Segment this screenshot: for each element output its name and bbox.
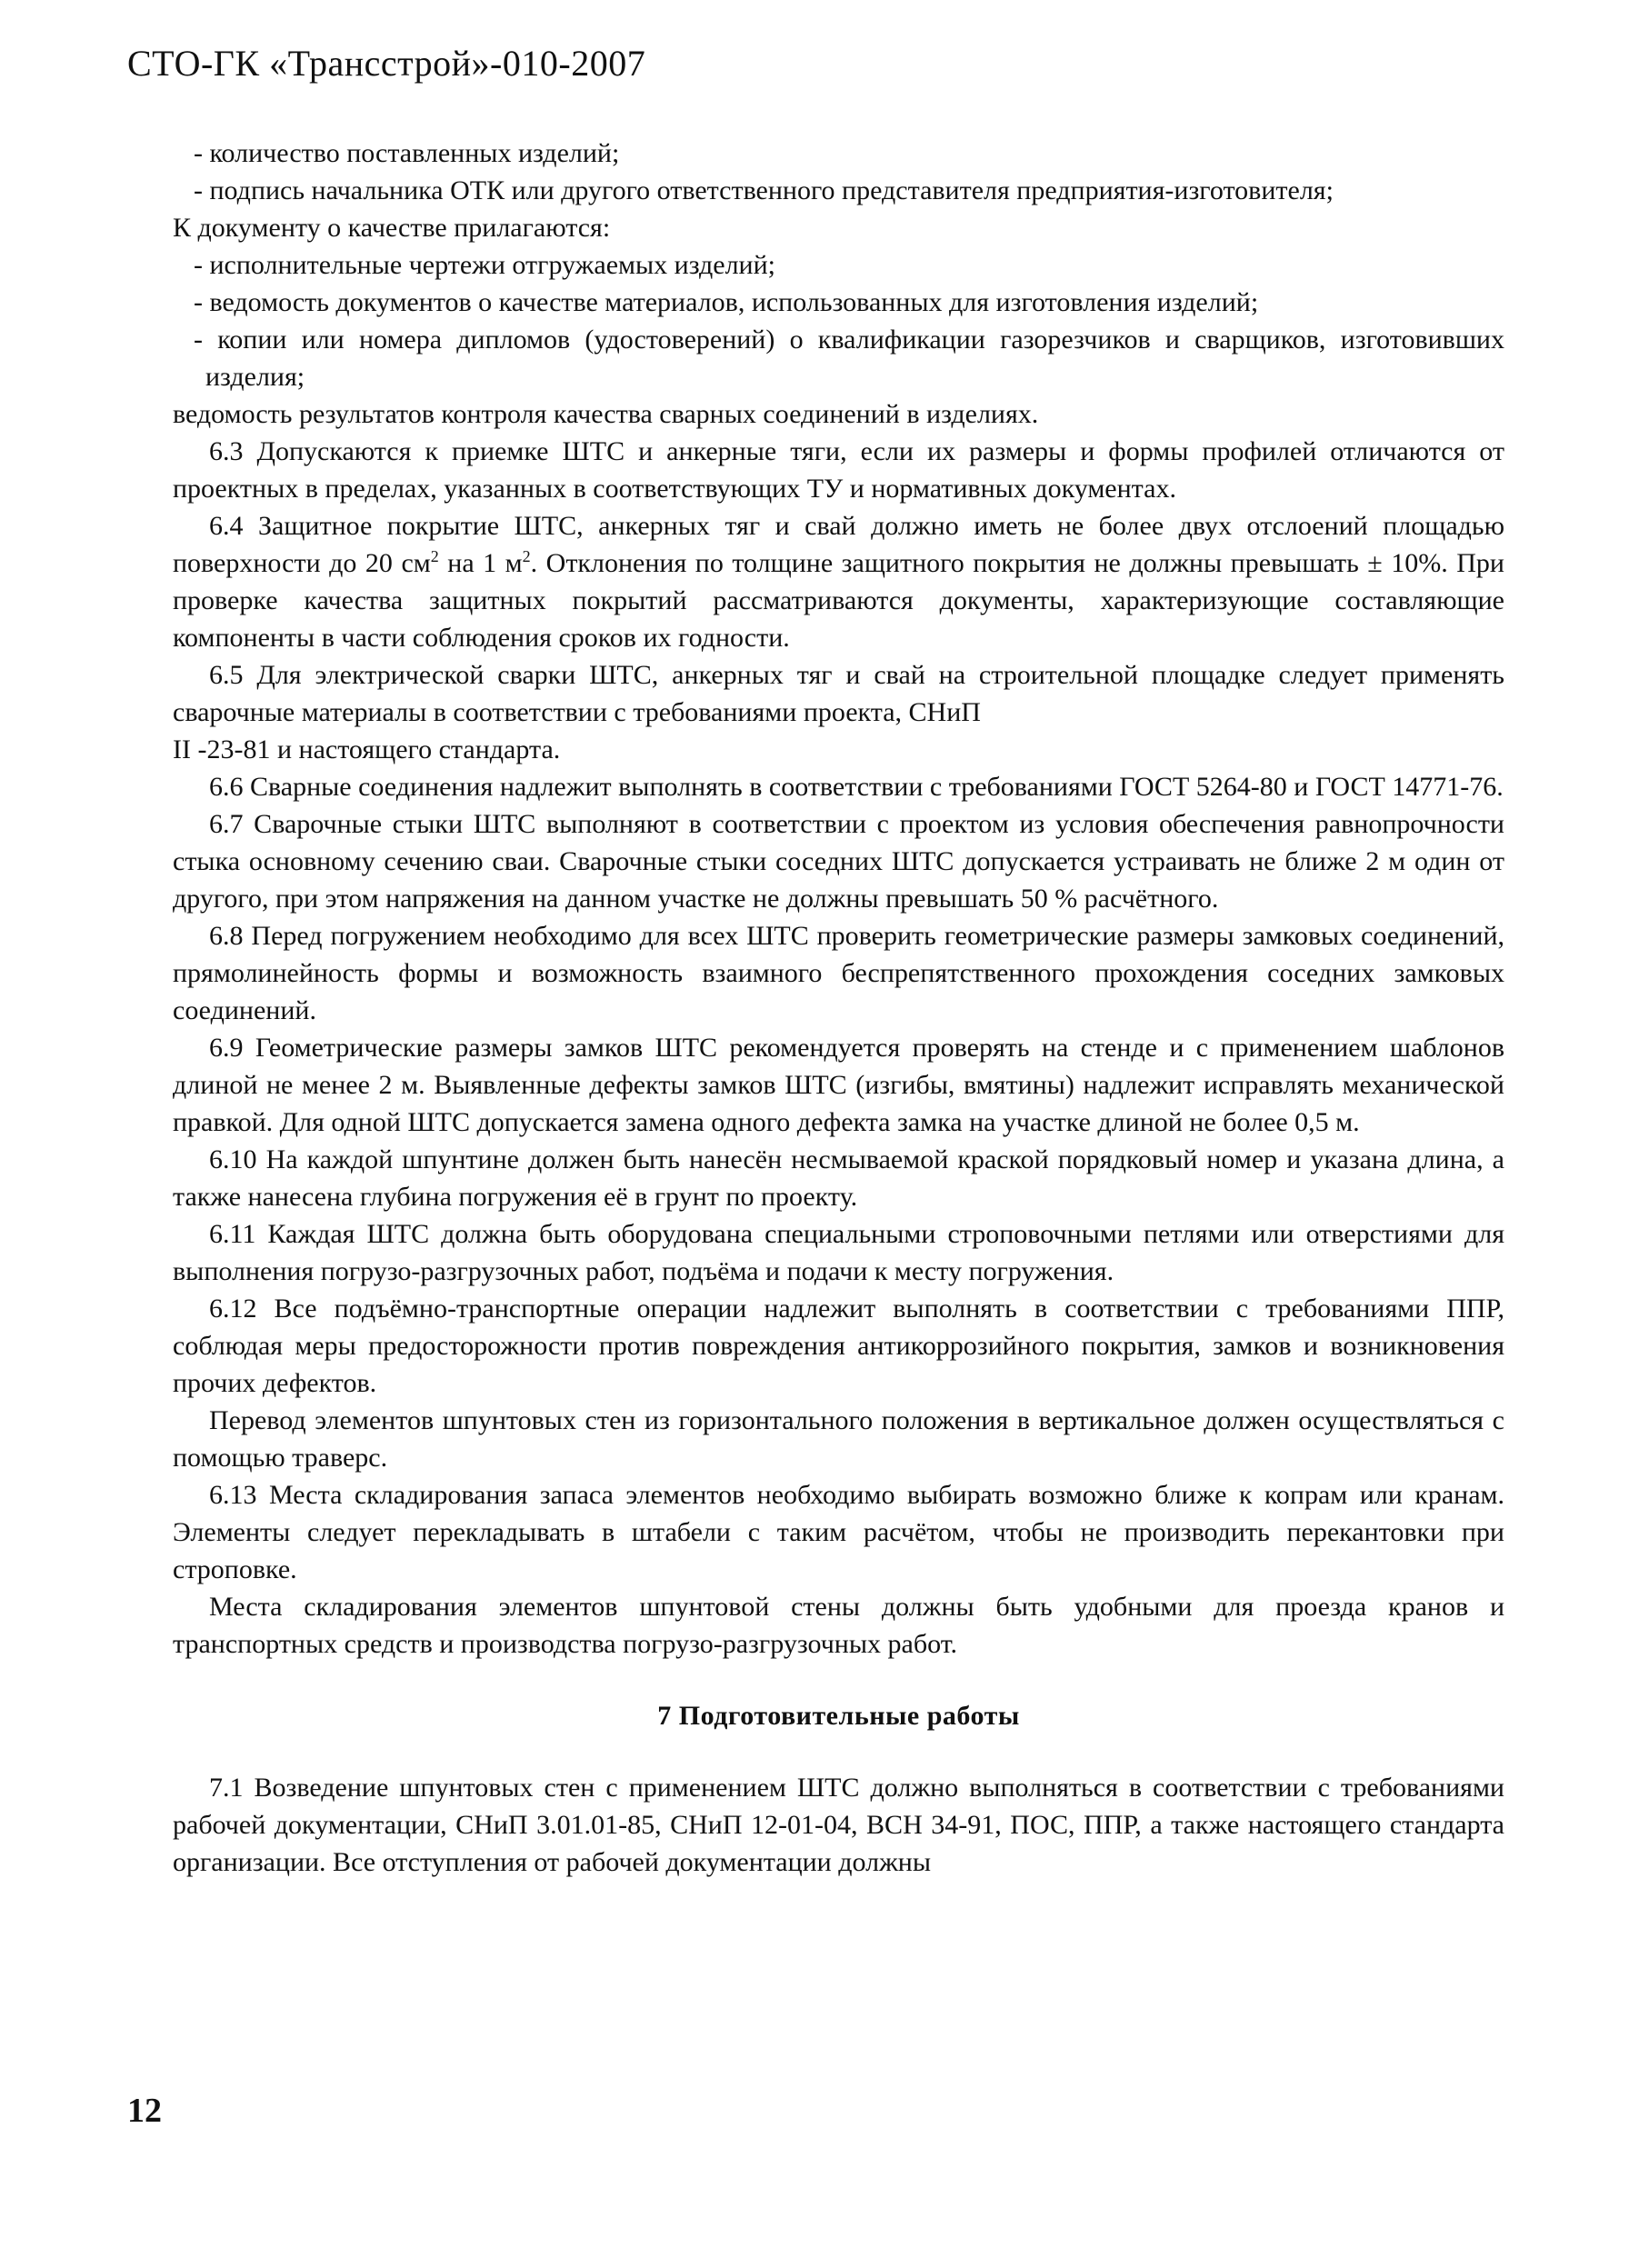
paragraph-6-4-part-a: 6.4 Защитное покрытие ШТС, анкерных тяг и свай должно иметь не более двух отслоений площадью поверхности до 20 см (173, 511, 1504, 578)
page-number: 12 (127, 2092, 162, 2130)
list-item-welder-diplomas: - копии или номера дипломов (удостоверений) о квалификации газорезчиков и сварщиков, изготовивших изделия; (194, 325, 1504, 392)
paragraph-6-4-part-c: . Отклонения по толщине защитного покрытия не должны превышать ± 10%. При проверке качества защитных покрытий рассматриваются документы, характеризующие составляющие компоненты в части соблюдения сроков их годности. (173, 548, 1504, 653)
paragraph-transfer: Перевод элементов шпунтовых стен из горизонтального положения в вертикальное должен осуществляться с помощью траверс. (173, 1405, 1504, 1473)
paragraph-6-4-part-b: на 1 м (438, 548, 523, 578)
section-7-title: 7 Подготовительные работы (657, 1701, 1020, 1731)
paragraph-6-4 (173, 507, 1504, 656)
paragraph-6-8: 6.8 Перед погружением необходимо для всех ШТС проверить геометрические размеры замковых соединений, прямолинейность формы и возможность взаимного беспрепятственного прохождения соседних замковых соединений. (173, 921, 1504, 1025)
paragraph-6-5-continuation: II -23-81 и настоящего стандарта. (173, 734, 561, 764)
document-code-header: СТО-ГК «Трансстрой»-010-2007 (127, 43, 646, 84)
paragraph-7-1: 7.1 Возведение шпунтовых стен с применением ШТС должно выполняться в соответствии с требованиями рабочей документации, СНиП 3.01.01-85, СНиП 12-01-04, ВСН 34-91, ПОС, ППР, а также настоящего стандарта организации. Все отступления от рабочей документации должны (173, 1773, 1504, 1877)
paragraph-6-11: 6.11 Каждая ШТС должна быть оборудована специальными строповочными петлями или отверстиями для выполнения погрузо-разгрузочных работ, подъёма и подачи к месту погружения. (173, 1219, 1504, 1286)
paragraph-6-13: 6.13 Места складирования запаса элементов необходимо выбирать возможно ближе к копрам или кранам. Элементы следует перекладывать в штабели с таким расчётом, чтобы не производить перекантовки при строповке. (173, 1480, 1504, 1584)
list-item-signature: - подпись начальника ОТК или другого ответственного представителя предприятия-изготовителя; (194, 175, 1334, 205)
list-item-material-register: - ведомость документов о качестве материалов, использованных для изготовления изделий; (194, 287, 1259, 317)
superscript-squared: 2 (522, 547, 531, 565)
paragraph-6-7: 6.7 Сварочные стыки ШТС выполняют в соответствии с проектом из условия обеспечения равнопрочности стыка основному сечению сваи. Сварочные стыки соседних ШТС допускается устраивать не ближе 2 м один от другого, при этом напряжения на данном участке не должны превышать 50 % расчётного. (173, 809, 1504, 914)
list-item-quantity: - количество поставленных изделий; (194, 138, 620, 168)
paragraph-6-12: 6.12 Все подъёмно-транспортные операции надлежит выполнять в соответствии с требованиями ППР, соблюдая меры предосторожности против повреждения антикоррозийного покрытия, замков и возникновения прочих дефектов. (173, 1294, 1504, 1398)
weld-report-line: ведомость результатов контроля качества сварных соединений в изделиях. (173, 399, 1039, 429)
attachments-intro: К документу о качестве прилагаются: (173, 213, 611, 243)
paragraph-6-3: 6.3 Допускаются к приемке ШТС и анкерные тяги, если их размеры и формы профилей отличаются от проектных в пределах, указанных в соответствующих ТУ и нормативных документах. (173, 436, 1504, 504)
paragraph-6-10: 6.10 На каждой шпунтине должен быть нанесён несмываемой краской порядковый номер и указана длина, а также нанесена глубина погружения её в грунт по проекту. (173, 1144, 1504, 1212)
paragraph-6-9: 6.9 Геометрические размеры замков ШТС рекомендуется проверять на стенде и с применением шаблонов длиной не менее 2 м. Выявленные дефекты замков ШТС (изгибы, вмятины) надлежит исправлять механической правкой. Для одной ШТС допускается замена одного дефекта замка на участке длиной не более 0,5 м. (173, 1033, 1504, 1137)
paragraph-storage: Места складирования элементов шпунтовой стены должны быть удобными для проезда кранов и транспортных средств и производства погрузо-разгрузочных работ. (173, 1592, 1504, 1659)
paragraph-6-5: 6.5 Для электрической сварки ШТС, анкерных тяг и свай на строительной площадке следует применять сварочные материалы в соответствии с требованиями проекта, СНиП (173, 660, 1504, 727)
paragraph-6-6: 6.6 Сварные соединения надлежит выполнять в соответствии с требованиями ГОСТ 5264-80 и ГОСТ 14771-76. (209, 772, 1504, 802)
superscript-squared: 2 (430, 547, 439, 565)
page-body (173, 135, 1504, 1881)
list-item-drawings: - исполнительные чертежи отгружаемых изделий; (194, 250, 776, 280)
